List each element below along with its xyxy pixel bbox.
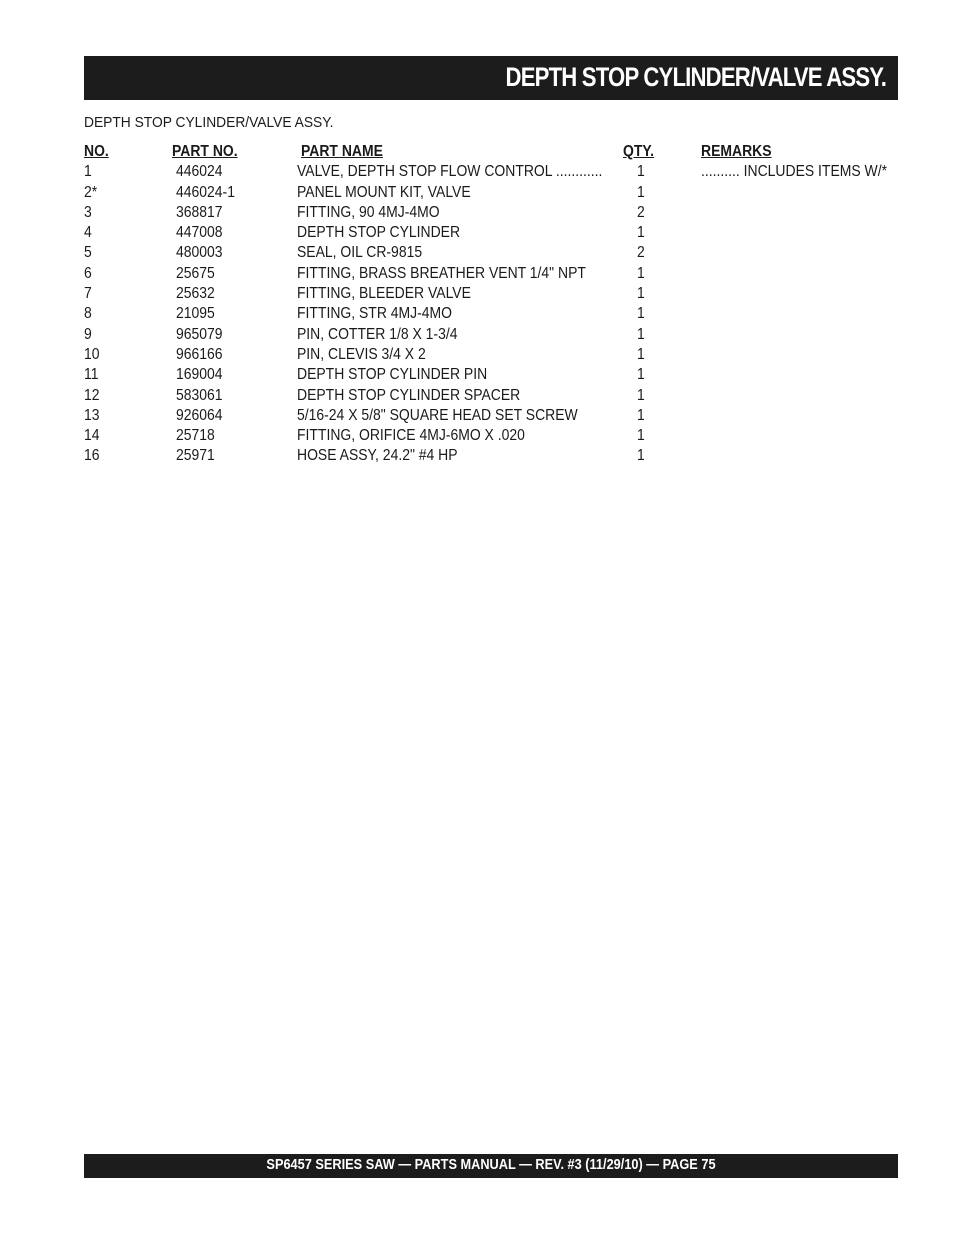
table-row (84, 326, 898, 346)
cell-part-no: 583061 (176, 386, 223, 404)
cell-part-no: 169004 (176, 366, 223, 384)
cell-no: 5 (84, 244, 92, 262)
cell-part-no: 21095 (176, 305, 215, 323)
cell-part-name: DEPTH STOP CYLINDER (297, 224, 461, 242)
cell-no: 2* (84, 183, 98, 201)
table-row (84, 407, 898, 427)
cell-part-no: 965079 (176, 325, 223, 343)
page-header-bar (84, 56, 898, 100)
cell-part-name: FITTING, 90 4MJ-4MO (297, 203, 440, 221)
cell-remarks: .......... INCLUDES ITEMS W/* (701, 163, 888, 181)
cell-no: 13 (84, 406, 100, 424)
cell-no: 6 (84, 264, 92, 282)
cell-qty: 2 (637, 203, 645, 221)
cell-qty: 1 (637, 305, 645, 323)
column-header-part-name: PART NAME (301, 143, 383, 160)
table-row (84, 285, 898, 305)
cell-no: 12 (84, 386, 100, 404)
table-row (84, 427, 898, 447)
cell-part-no: 368817 (176, 203, 223, 221)
cell-qty: 1 (637, 345, 645, 363)
cell-part-no: 25971 (176, 447, 215, 465)
cell-part-name: FITTING, BRASS BREATHER VENT 1/4" NPT (297, 264, 586, 282)
cell-part-no: 480003 (176, 244, 223, 262)
footer-text: SP6457 SERIES SAW — PARTS MANUAL — REV. #3 (11/29/10) — PAGE 75 (266, 1157, 716, 1173)
cell-qty: 1 (637, 285, 645, 303)
table-row (84, 184, 898, 204)
cell-qty: 1 (637, 406, 645, 424)
cell-qty: 1 (637, 447, 645, 465)
table-row (84, 265, 898, 285)
table-row (84, 204, 898, 224)
cell-part-no: 926064 (176, 406, 223, 424)
table-row (84, 224, 898, 244)
table-row (84, 346, 898, 366)
column-header-part-no: PART NO. (172, 143, 238, 160)
cell-no: 14 (84, 427, 100, 445)
cell-part-name: DEPTH STOP CYLINDER PIN (297, 366, 488, 384)
cell-qty: 1 (637, 163, 645, 181)
cell-qty: 1 (637, 224, 645, 242)
table-row (84, 366, 898, 386)
column-header-remarks: REMARKS (701, 143, 772, 160)
cell-part-no: 966166 (176, 345, 223, 363)
cell-qty: 1 (637, 325, 645, 343)
cell-no: 10 (84, 345, 100, 363)
cell-no: 16 (84, 447, 100, 465)
cell-no: 4 (84, 224, 92, 242)
column-header-qty: QTY. (623, 143, 655, 160)
cell-part-no: 25632 (176, 285, 215, 303)
cell-no: 3 (84, 203, 92, 221)
cell-qty: 1 (637, 427, 645, 445)
cell-part-name: PIN, COTTER 1/8 X 1-3/4 (297, 325, 458, 343)
cell-no: 1 (84, 163, 92, 181)
cell-no: 9 (84, 325, 92, 343)
table-row (84, 163, 898, 183)
cell-part-no: 447008 (176, 224, 223, 242)
column-header-no: NO. (84, 143, 109, 160)
cell-part-name: FITTING, ORIFICE 4MJ-6MO X .020 (297, 427, 525, 445)
cell-part-name: FITTING, BLEEDER VALVE (297, 285, 471, 303)
cell-part-name: PIN, CLEVIS 3/4 X 2 (297, 345, 426, 363)
cell-part-no: 25718 (176, 427, 215, 445)
cell-qty: 1 (637, 183, 645, 201)
cell-part-name: FITTING, STR 4MJ-4MO (297, 305, 452, 323)
page-title: DEPTH STOP CYLINDER/VALVE ASSY. (505, 62, 886, 92)
section-title: DEPTH STOP CYLINDER/VALVE ASSY. (84, 114, 334, 131)
cell-part-name: HOSE ASSY, 24.2" #4 HP (297, 447, 458, 465)
page-footer-bar (84, 1154, 898, 1178)
table-row (84, 305, 898, 325)
cell-part-name: PANEL MOUNT KIT, VALVE (297, 183, 471, 201)
cell-no: 8 (84, 305, 92, 323)
table-body (84, 163, 898, 467)
cell-part-name: DEPTH STOP CYLINDER SPACER (297, 386, 521, 404)
parts-table (84, 143, 898, 468)
cell-part-name: 5/16-24 X 5/8" SQUARE HEAD SET SCREW (297, 406, 578, 424)
table-row (84, 447, 898, 467)
cell-qty: 1 (637, 264, 645, 282)
cell-no: 11 (84, 366, 99, 384)
cell-part-name: VALVE, DEPTH STOP FLOW CONTROL ............ (297, 163, 603, 181)
cell-part-name: SEAL, OIL CR-9815 (297, 244, 423, 262)
table-header-row (84, 143, 898, 163)
cell-no: 7 (84, 285, 92, 303)
cell-qty: 1 (637, 366, 645, 384)
cell-part-no: 446024-1 (176, 183, 235, 201)
table-row (84, 387, 898, 407)
cell-part-no: 25675 (176, 264, 215, 282)
cell-part-no: 446024 (176, 163, 223, 181)
cell-qty: 2 (637, 244, 645, 262)
cell-qty: 1 (637, 386, 645, 404)
table-row (84, 244, 898, 264)
